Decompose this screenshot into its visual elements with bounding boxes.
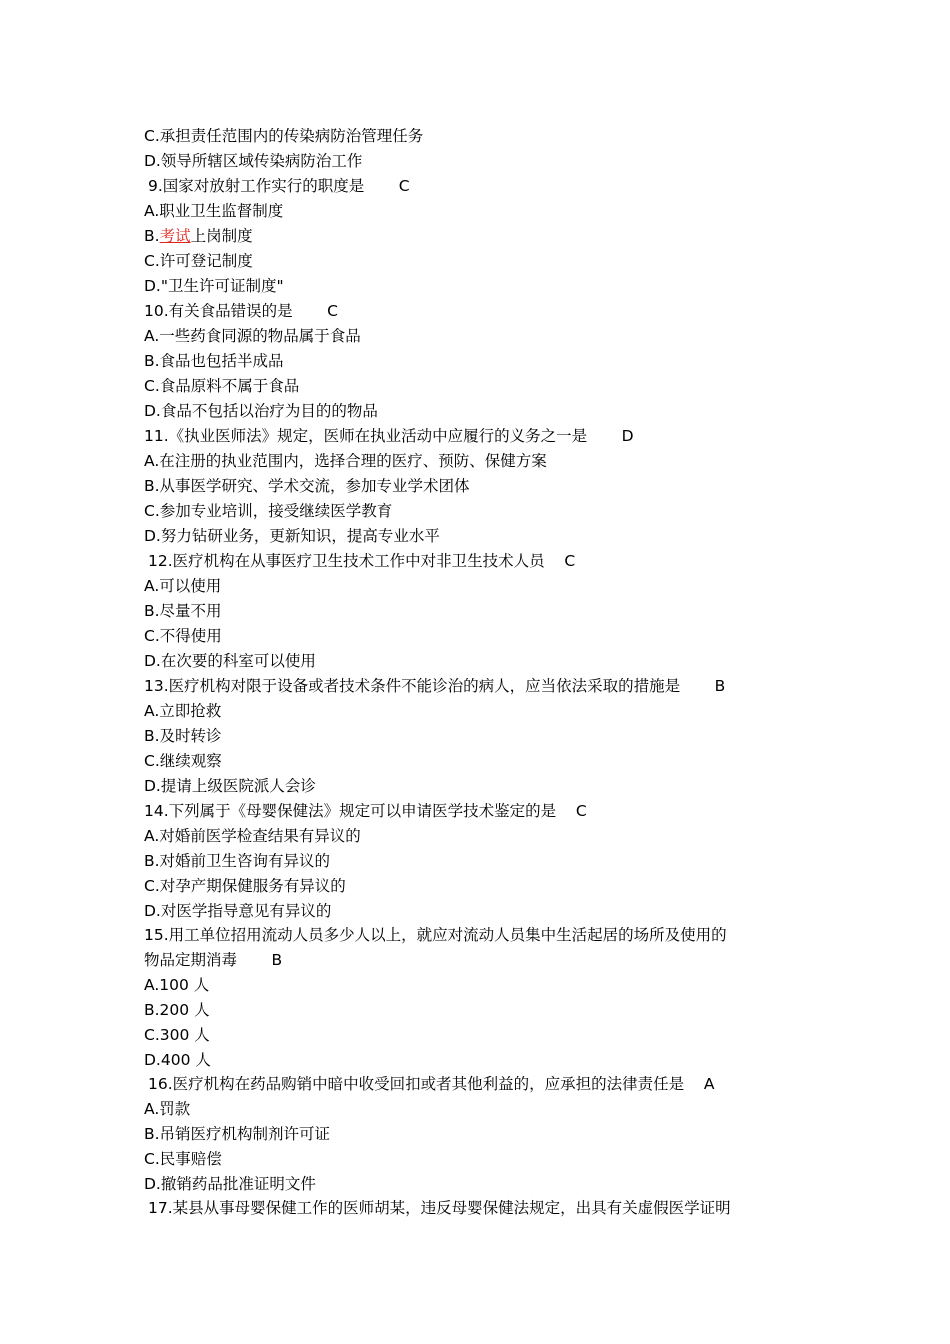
question-line: 11.《执业医师法》规定，医师在执业活动中应履行的义务之一是 D xyxy=(144,427,634,445)
option-line: C.民事赔偿 xyxy=(144,1150,222,1168)
option-line: A.100 人 xyxy=(144,976,210,994)
option-line: B.从事医学研究、学术交流，参加专业学术团体 xyxy=(144,477,470,495)
question-line: 15.用工单位招用流动人员多少人以上，就应对流动人员集中生活起居的场所及使用的 xyxy=(144,926,727,944)
text-line: C.承担责任范围内的传染病防治管理任务 xyxy=(144,127,424,145)
question-line: 9.国家对放射工作实行的职度是 C xyxy=(148,177,410,195)
option-line: B.对婚前卫生咨询有异议的 xyxy=(144,852,331,870)
question-line: 16.医疗机构在药品购销中暗中收受回扣或者其他利益的，应承担的法律责任是 A xyxy=(148,1075,715,1093)
option-line: C.继续观察 xyxy=(144,752,222,770)
exam-link[interactable]: 考试 xyxy=(159,227,191,245)
option-line: D.努力钻研业务，更新知识，提高专业水平 xyxy=(144,527,440,545)
option-line: B.吊销医疗机构制剂许可证 xyxy=(144,1125,331,1143)
option-line: D.食品不包括以治疗为目的的物品 xyxy=(144,402,378,420)
option-line: B.食品也包括半成品 xyxy=(144,352,284,370)
option-line: A.可以使用 xyxy=(144,577,222,595)
option-line: A.职业卫生监督制度 xyxy=(144,202,284,220)
option-line xyxy=(144,226,253,246)
option-line: C.许可登记制度 xyxy=(144,252,253,270)
question-line: 10.有关食品错误的是 C xyxy=(144,302,338,320)
option-line: A.在注册的执业范围内，选择合理的医疗、预防、保健方案 xyxy=(144,452,547,470)
option-line: C.不得使用 xyxy=(144,627,222,645)
option-suffix: 上岗制度 xyxy=(190,227,253,245)
option-prefix: B. xyxy=(144,227,160,245)
option-line: D."卫生许可证制度" xyxy=(144,277,284,295)
option-line: C.参加专业培训，接受继续医学教育 xyxy=(144,502,393,520)
text-line: D.领导所辖区域传染病防治工作 xyxy=(144,152,363,170)
option-line: C.食品原料不属于食品 xyxy=(144,377,300,395)
question-line: 13.医疗机构对限于设备或者技术条件不能诊治的病人，应当依法采取的措施是 B xyxy=(144,677,726,695)
option-line: D.对医学指导意见有异议的 xyxy=(144,902,332,920)
option-line: D.撤销药品批准证明文件 xyxy=(144,1175,316,1193)
question-line-continued: 物品定期消毒 B xyxy=(144,951,283,969)
option-line: D.提请上级医院派人会诊 xyxy=(144,777,316,795)
option-line: B.及时转诊 xyxy=(144,727,222,745)
option-line: C.300 人 xyxy=(144,1026,210,1044)
option-line: B.200 人 xyxy=(144,1001,210,1019)
option-line: D.400 人 xyxy=(144,1051,211,1069)
question-line: 14.下列属于《母婴保健法》规定可以申请医学技术鉴定的是 C xyxy=(144,802,587,820)
option-line: A.对婚前医学检查结果有异议的 xyxy=(144,827,361,845)
question-line: 12.医疗机构在从事医疗卫生技术工作中对非卫生技术人员 C xyxy=(148,552,576,570)
question-line: 17.某县从事母婴保健工作的医师胡某，违反母婴保健法规定，出具有关虚假医学证明 xyxy=(148,1199,731,1217)
option-line: C.对孕产期保健服务有异议的 xyxy=(144,877,346,895)
option-line: B.尽量不用 xyxy=(144,602,222,620)
option-line: A.一些药食同源的物品属于食品 xyxy=(144,327,361,345)
option-line: A.立即抢救 xyxy=(144,702,222,720)
option-line: D.在次要的科室可以使用 xyxy=(144,652,316,670)
option-line: A.罚款 xyxy=(144,1100,191,1118)
